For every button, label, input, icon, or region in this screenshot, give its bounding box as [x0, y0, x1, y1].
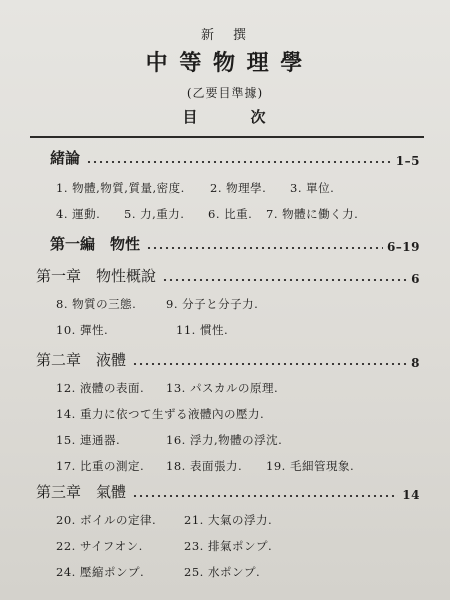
toc-entry[interactable]: 4. 運動. [56, 207, 101, 221]
toc-line-chapter-2[interactable] [36, 348, 420, 370]
toc-entry[interactable]: 11. 慣性. [176, 323, 229, 337]
page-number: 6–19 [386, 240, 420, 254]
toc-entry[interactable]: 5. 力,重力. [124, 207, 185, 221]
book-title: 中 等 物 理 學 [145, 50, 305, 76]
chapter-heading: 第三章 氣體 [36, 483, 127, 501]
toc-entry[interactable]: 13. パスカルの原理. [166, 381, 279, 395]
toc-entry[interactable]: 22. サイフオン. [56, 539, 143, 553]
page-number: 6 [411, 272, 420, 286]
page-number: 14 [402, 488, 420, 502]
toc-entry[interactable]: 7. 物體に働く力. [266, 207, 359, 221]
dot-leader [86, 161, 392, 163]
toc-entry[interactable]: 18. 表面張力. [166, 459, 243, 473]
page-number: 8 [411, 356, 420, 370]
toc-entry[interactable]: 17. 比重の測定. [56, 459, 145, 473]
toc-entry[interactable]: 1. 物體,物質,質量,密度. [56, 181, 185, 195]
toc-entry[interactable]: 6. 比重. [208, 207, 253, 221]
toc-entry[interactable]: 23. 排氣ポンプ. [184, 539, 273, 553]
dot-leader [146, 247, 383, 249]
divider-rule [30, 136, 424, 138]
toc-entry[interactable]: 12. 液體の表面. [56, 381, 145, 395]
toc-entry[interactable]: 19. 毛細管現象. [266, 459, 355, 473]
toc-entry[interactable]: 9. 分子と分子力. [166, 297, 259, 311]
toc-entry[interactable]: 24. 壓縮ポンプ. [56, 565, 145, 579]
toc-line-chapter-3[interactable] [36, 480, 420, 502]
dot-leader [132, 363, 407, 365]
toc-entry[interactable]: 20. ボイルの定律. [56, 513, 157, 527]
toc-entry[interactable]: 16. 浮力,物體の浮沈. [166, 433, 283, 447]
chapter-heading: 第一章 物性概說 [36, 267, 157, 285]
toc-heading: 目 次 [182, 108, 268, 126]
toc-line-introduction[interactable] [50, 146, 420, 168]
toc-entry[interactable]: 25. 水ポンプ. [184, 565, 261, 579]
toc-entry[interactable]: 15. 連通器. [56, 433, 121, 447]
dot-leader [132, 495, 398, 497]
chapter-heading: 第二章 液體 [36, 351, 127, 369]
toc-line-chapter-1[interactable] [36, 264, 420, 286]
toc-entry[interactable]: 14. 重力に依つて生ずる液體內の壓力. [56, 407, 265, 421]
part-heading: 第一編 物性 [50, 235, 141, 253]
book-subtitle: (乙要目準據) [186, 86, 264, 100]
toc-entry[interactable]: 21. 大氣の浮力. [184, 513, 273, 527]
toc-entry[interactable]: 10. 彈性. [56, 323, 109, 337]
toc-entry[interactable]: 3. 單位. [290, 181, 335, 195]
toc-entry[interactable]: 8. 物質の三態. [56, 297, 137, 311]
toc-entry[interactable]: 2. 物理學. [210, 181, 267, 195]
page-number: 1–5 [395, 154, 420, 168]
toc-line-part-1[interactable] [50, 232, 420, 254]
dot-leader [162, 279, 407, 281]
title-kicker: 新 撰 [200, 28, 249, 43]
section-heading: 緒論 [50, 149, 81, 167]
